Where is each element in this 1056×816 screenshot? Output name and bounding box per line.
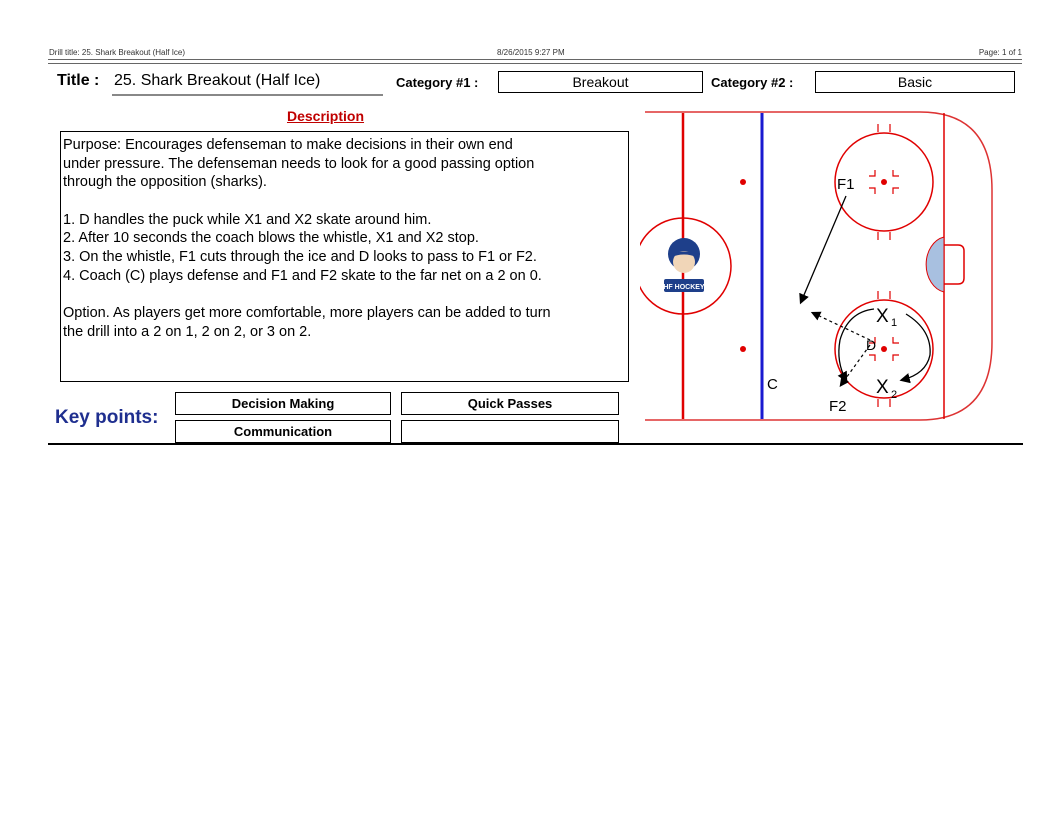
goal-crease [926, 237, 944, 292]
category2-field: Basic [815, 71, 1015, 93]
f1-skate-path [801, 196, 846, 302]
category1-field: Breakout [498, 71, 703, 93]
header-divider [48, 59, 1022, 60]
description-line: Option. As players get more comfortable, more players can be added to turn [63, 305, 551, 322]
coach-label: C [767, 376, 778, 393]
print-date: 8/26/2015 9:27 PM [497, 48, 565, 57]
x1-label: X [876, 306, 889, 327]
x1-sub-label: 1 [891, 317, 898, 329]
d-label: D [866, 337, 877, 353]
rink-diagram [640, 106, 1000, 424]
key-point-4 [401, 420, 619, 443]
bottom-faceoff-dot [881, 346, 887, 352]
description-line [63, 192, 628, 211]
page-number: Page: 1 of 1 [978, 48, 1022, 57]
title-value: 25. Shark Breakout (Half Ice) [114, 72, 321, 89]
description-line: 4. Coach (C) plays defense and F1 and F2 skate to the far net on a 2 on 0. [63, 267, 542, 284]
f2-label: F2 [829, 398, 847, 415]
drill-title-header: Drill title: 25. Shark Breakout (Half Ice) [49, 48, 186, 57]
title-label: Title : [57, 72, 100, 89]
x2-sub-label: 2 [891, 389, 898, 401]
goal-net [944, 245, 964, 284]
category1-label: Category #1 : [396, 75, 479, 90]
key-points-label: Key points: [55, 407, 159, 428]
description-line: Purpose: Encourages defenseman to make decisions in their own end [63, 137, 513, 153]
neutral-dot-top [740, 179, 746, 185]
key-point-3: Communication [175, 420, 391, 443]
description-line [63, 286, 628, 305]
title-underline [112, 94, 383, 96]
x2-label: X [876, 377, 889, 398]
description-line: 1. D handles the puck while X1 and X2 skate around him. [63, 211, 432, 228]
top-faceoff-dot [881, 179, 887, 185]
key-point-2: Quick Passes [401, 392, 619, 415]
f1-label: F1 [837, 176, 855, 193]
description-line: 2. After 10 seconds the coach blows the whistle, X1 and X2 stop. [63, 230, 479, 247]
description-line: the drill into a 2 on 1, 2 on 2, or 3 on 2. [63, 323, 312, 340]
description-line: 3. On the whistle, F1 cuts through the ice and D looks to pass to F1 or F2. [63, 249, 537, 266]
bottom-divider [48, 443, 1023, 445]
description-heading: Description [287, 108, 365, 124]
description-line: under pressure. The defenseman needs to look for a good passing option [63, 155, 535, 172]
svg-text:HF HOCKEY: HF HOCKEY [663, 284, 705, 291]
header-divider-2 [48, 63, 1022, 64]
description-box [60, 131, 629, 382]
key-point-1: Decision Making [175, 392, 391, 415]
neutral-dot-bottom [740, 346, 746, 352]
category2-label: Category #2 : [711, 75, 794, 90]
hockey-logo [663, 238, 705, 292]
description-line: through the opposition (sharks). [63, 174, 267, 191]
